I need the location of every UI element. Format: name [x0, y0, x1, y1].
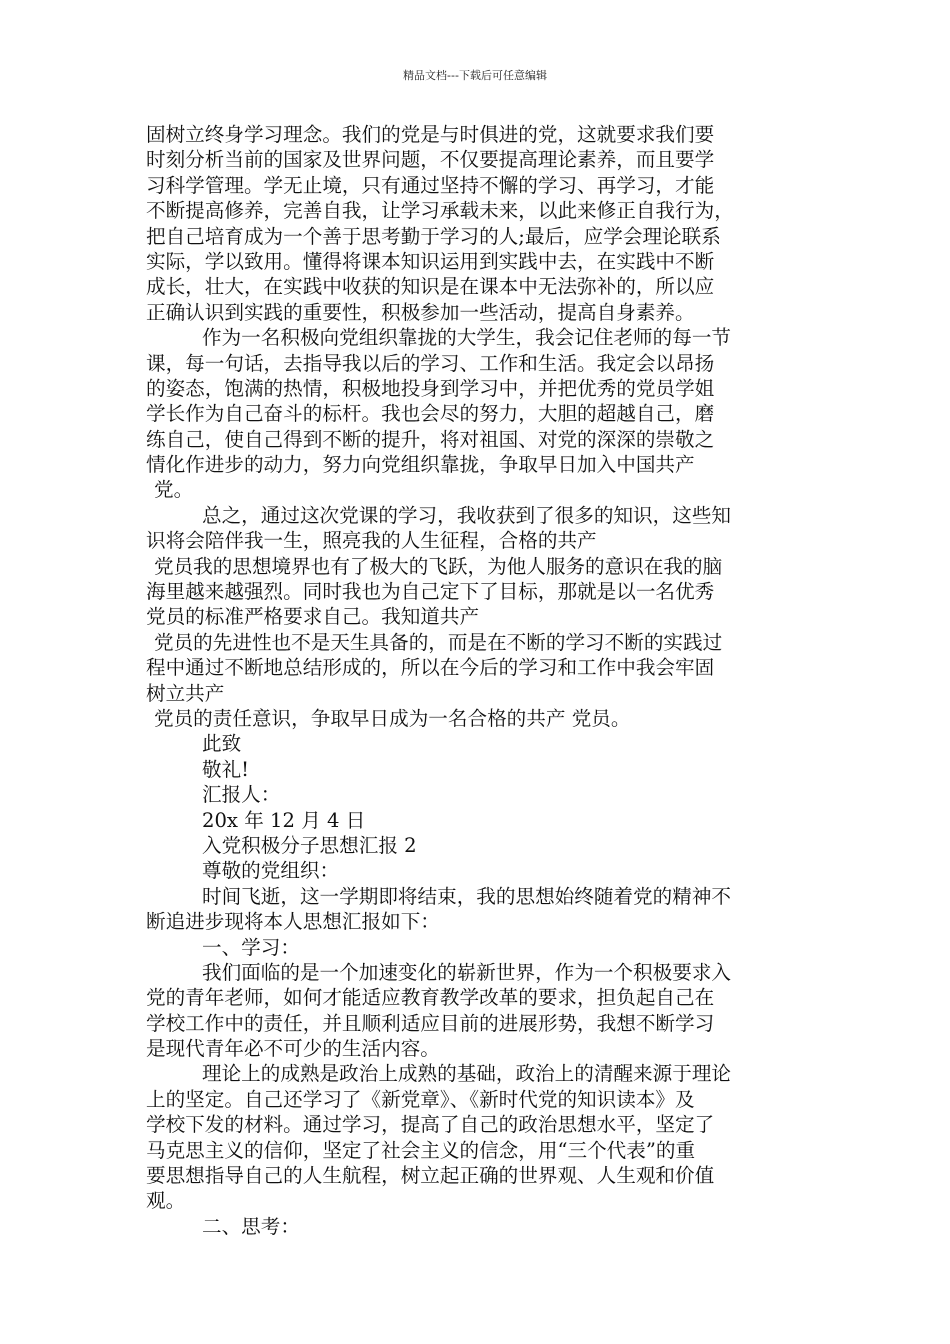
text-line: 把自己培育成为一个善于思考勤于学习的人;最后，应学会理论联系 [146, 224, 721, 248]
text-line: 党员我的思想境界也有了极大的飞跃，为他人服务的意识在我的脑 [154, 554, 723, 578]
page-header: 精品文档---下载后可任意编辑 [403, 69, 547, 82]
text-line: 党员的标准严格要求自己。我知道共产 [146, 605, 480, 629]
text-line: 我们面临的是一个加速变化的崭新世界，作为一个积极要求入 [202, 960, 732, 984]
text-line: 不断提高修养，完善自我，让学习承载未来，以此来修正自我行为， [146, 199, 734, 223]
text-line: 理论上的成熟是政治上成熟的基础，政治上的清醒来源于理论 [202, 1062, 732, 1086]
text-line: 上的坚定。自己还学习了《新党章》、《新时代党的知识读本》及 [146, 1087, 695, 1111]
text-line: 识将会陪伴我一生，照亮我的人生征程，合格的共产 [146, 529, 597, 553]
text-line: 党员的责任意识，争取早日成为一名合格的共产 党员。 [154, 706, 631, 730]
text-line: 的姿态，饱满的热情，积极地投身到学习中，并把优秀的党员学姐 [146, 376, 715, 400]
text-line: 学校工作中的责任，并且顺利适应目前的进展形势，我想不断学习 [146, 1011, 715, 1035]
text-line: 党的青年老师，如何才能适应教育教学改革的要求，担负起自己在 [146, 986, 715, 1010]
text-line: 练自己，使自己得到不断的提升，将对祖国、对党的深深的崇敬之 [146, 427, 715, 451]
text-line: 一、学习： [202, 935, 300, 959]
text-line: 二、思考： [202, 1214, 300, 1238]
text-line: 情化作进步的动力，努力向党组织靠拢，争取早日加入中国共产 [146, 453, 695, 477]
text-line: 尊敬的党组织： [202, 859, 340, 883]
text-line: 固树立终身学习理念。我们的党是与时俱进的党，这就要求我们要 [146, 123, 715, 146]
text-line: 是现代青年必不可少的生活内容。 [146, 1037, 440, 1061]
text-line: 敬礼! [202, 757, 250, 781]
text-line: 此致 [202, 732, 242, 756]
text-line: 马克思主义的信仰，坚定了社会主义的信念，用“三个代表”的重 [146, 1138, 696, 1162]
text-line: 党员的先进性也不是天生具备的，而是在不断的学习不断的实践过 [154, 630, 723, 654]
text-line: 程中通过不断地总结形成的，所以在今后的学习和工作中我会牢固 [146, 656, 715, 680]
text-line: 断追进步现将本人思想汇报如下： [146, 910, 440, 934]
text-line: 时刻分析当前的国家及世界问题，不仅要提高理论素养，而且要学 [146, 148, 715, 172]
text-line: 汇报人： [202, 783, 281, 807]
document-body [146, 122, 826, 1239]
text-line: 20x 年 12 月 4 日 [202, 808, 366, 832]
text-line: 海里越来越强烈。同时我也为自己定下了目标，那就是以一名优秀 [146, 580, 715, 604]
text-line: 总之，通过这次党课的学习，我收获到了很多的知识，这些知 [202, 503, 732, 527]
text-line: 实际，学以致用。懂得将课本知识运用到实践中去，在实践中不断 [146, 249, 715, 273]
text-line: 入党积极分子思想汇报 2 [202, 833, 417, 857]
text-line: 正确认识到实践的重要性，积极参加一些活动，提高自身素养。 [146, 300, 695, 324]
text-line: 学长作为自己奋斗的标杆。我也会尽的努力，大胆的超越自己，磨 [146, 402, 715, 426]
text-line: 观。 [146, 1189, 186, 1213]
text-line: 习科学管理。学无止境，只有通过坚持不懈的学习、再学习，才能 [146, 173, 715, 197]
text-line: 时间飞逝，这一学期即将结束，我的思想始终随着党的精神不 [202, 884, 732, 908]
text-line: 学校下发的材料。通过学习，提高了自己的政治思想水平，坚定了 [146, 1113, 715, 1137]
text-line: 党。 [154, 478, 194, 502]
text-line: 树立共产 [146, 681, 225, 705]
text-line: 作为一名积极向党组织靠拢的大学生，我会记住老师的每一节 [202, 326, 732, 350]
text-line: 要思想指导自己的人生航程，树立起正确的世界观、人生观和价值 [146, 1164, 715, 1188]
text-line: 成长，壮大，在实践中收获的知识是在课本中无法弥补的，所以应 [146, 275, 715, 299]
text-line: 课，每一句话，去指导我以后的学习、工作和生活。我定会以昂扬 [146, 351, 715, 375]
